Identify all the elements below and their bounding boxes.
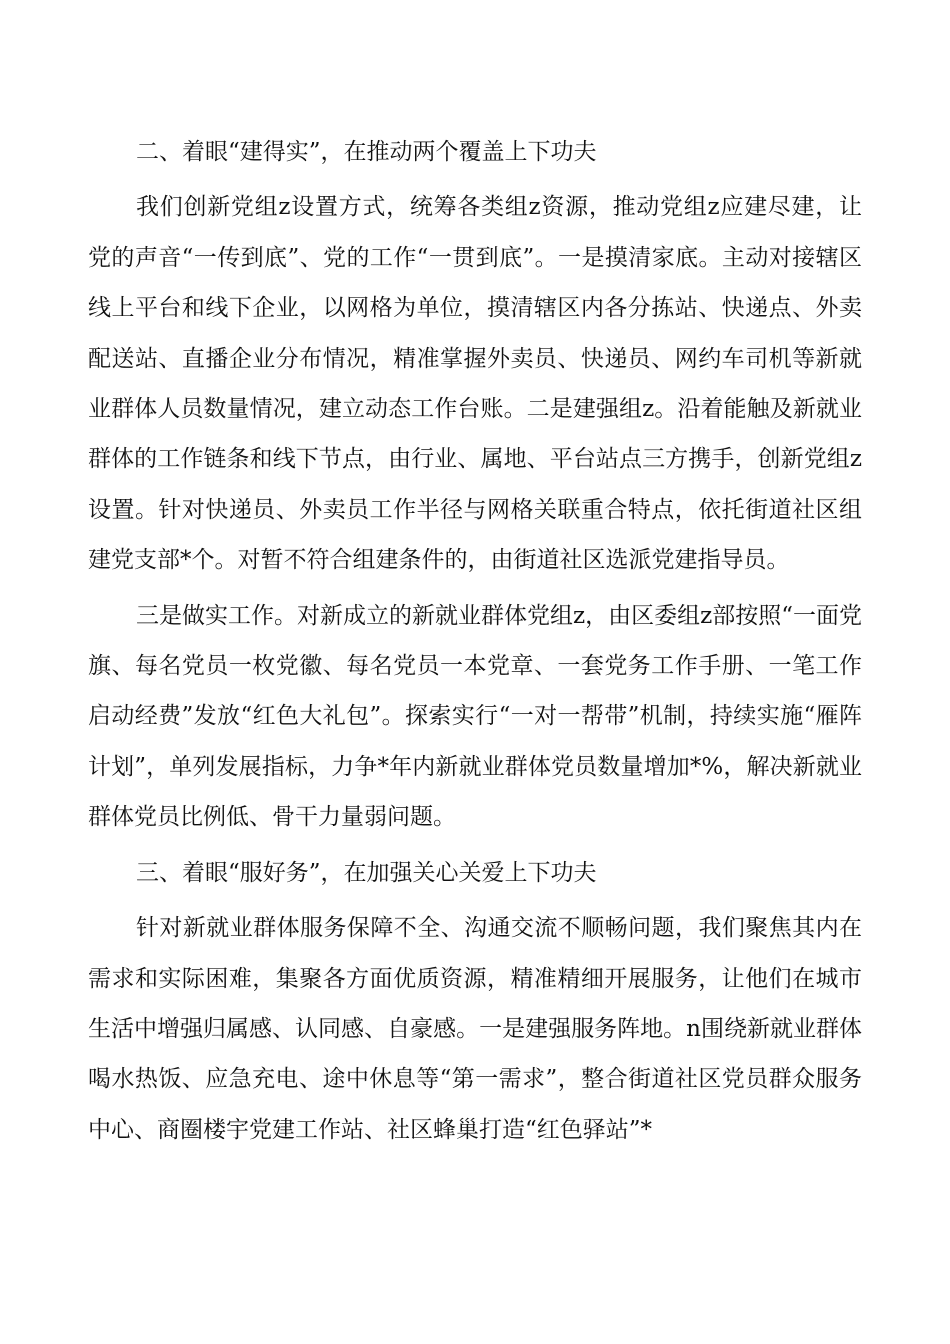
section-heading-three: 三、着眼“服好务”，在加强关心关爱上下功夫 [136,859,597,886]
document-body [88,127,862,1155]
paragraph-service: 针对新就业群体服务保障不全、沟通交流不顺畅问题，我们聚焦其内在需求和实际困难，集聚各方面优质资源，精准精细开展服务，让他们在城市生活中增强归属感、认同感、自豪感。一是建强服务阵地。n围绕新就业群体喝水热饭、应急充电、途中休息等“第一需求”，整合街道社区党员群众服务中心、商圈楼宇党建工作站、社区蜂巢打造“红色驿站”* [88,915,862,1143]
section-heading-two: 二、着眼“建得实”，在推动两个覆盖上下功夫 [136,139,597,165]
paragraph-work: 三是做实工作。对新成立的新就业群体党组z，由区委组z部按照“一面党旗、每名党员一枚党徽、每名党员一本党章、一套党务工作手册、一笔工作启动经费”发放“红色大礼包”。探索实行“一对一帮带”机制，持续实施“雁阵计划”，单列发展指标，力争*年内新就业群体党员数量增加*%，解决新就业群体党员比例低、骨干力量弱问题。 [88,602,862,831]
paragraph-organization: 我们创新党组z设置方式，统筹各类组z资源，推动党组z应建尽建，让党的声音“一传到底”、党的工作“一贯到底”。一是摸清家底。主动对接辖区线上平台和线下企业，以网格为单位，摸清辖区内各分拣站、快递点、外卖配送站、直播企业分布情况，精准掌握外卖员、快递员、网约车司机等新就业群体人员数量情况，建立动态工作台账。二是建强组z。沿着能触及新就业群体的工作链条和线下节点，由行业、属地、平台站点三方携手，创新党组z设置。针对快递员、外卖员工作半径与网格关联重合特点，依托街道社区组建党支部*个。对暂不符合组建条件的，由街道社区选派党建指导员。 [88,194,862,574]
